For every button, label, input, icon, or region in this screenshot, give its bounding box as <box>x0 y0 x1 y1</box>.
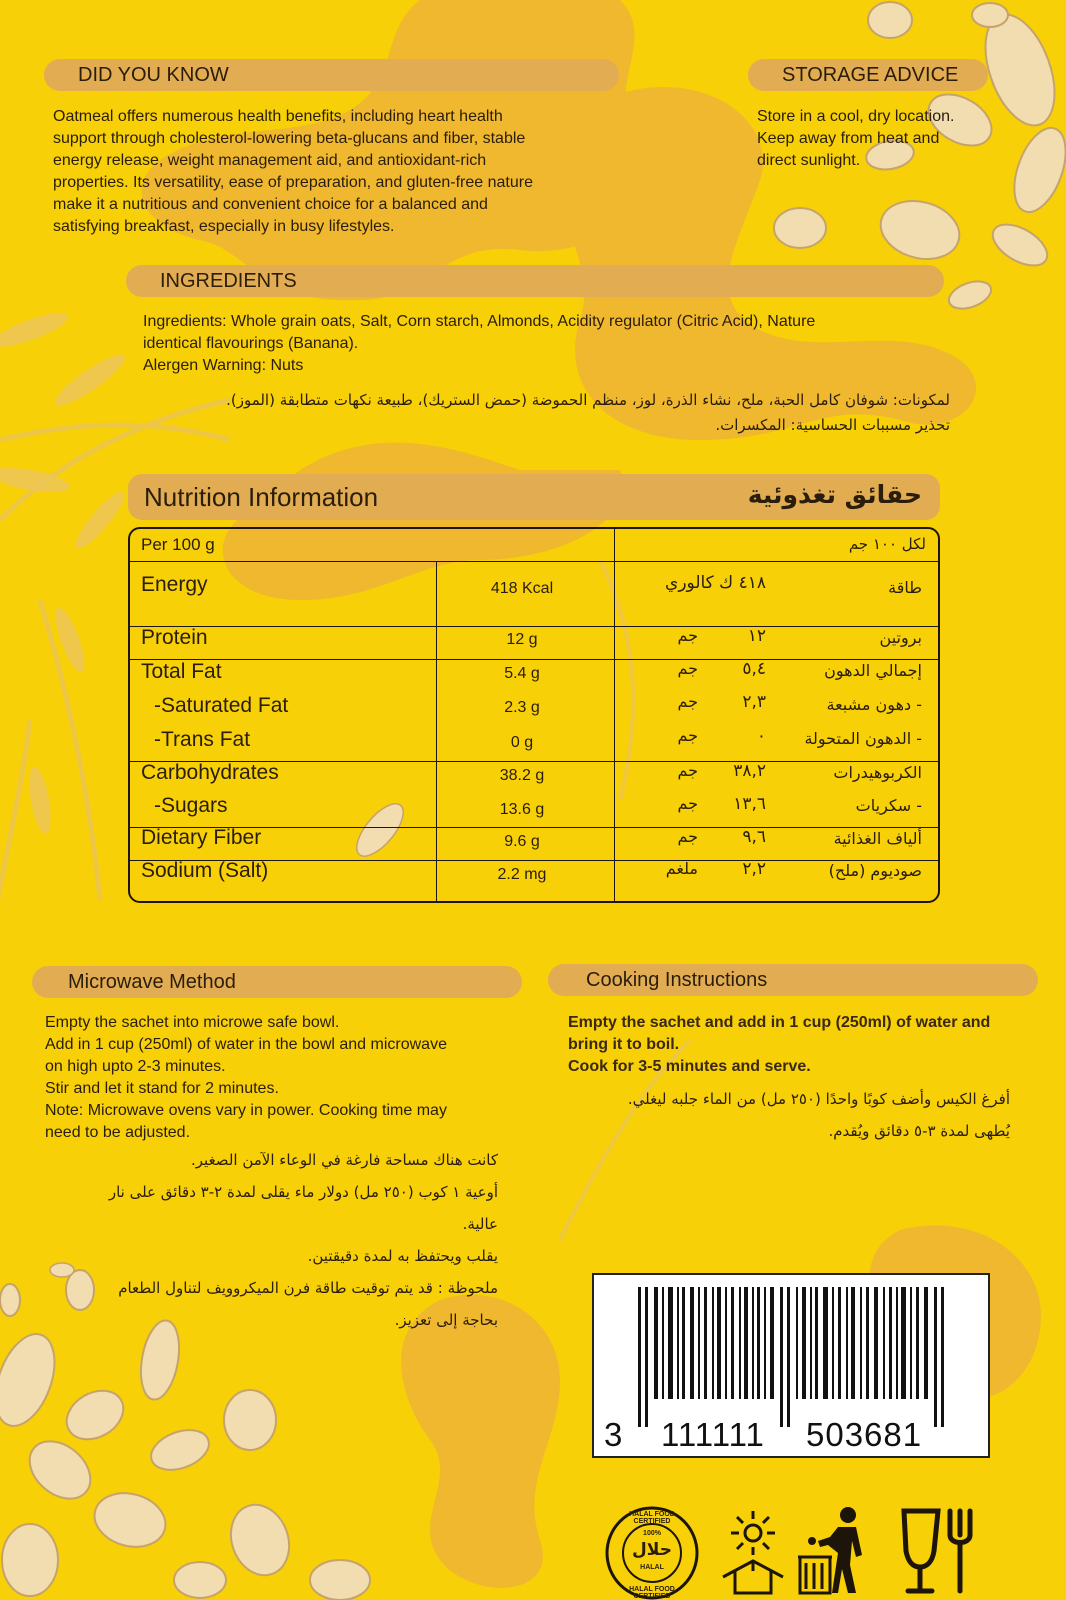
halal-seal-bottom-text: HALAL FOOD CERTIFIED <box>629 1586 675 1600</box>
oat-grains-left <box>0 307 130 835</box>
halal-seal-top-text: HALAL FOOD CERTIFIED <box>629 1511 675 1525</box>
microwave-header <box>32 966 522 998</box>
sun-house-glyph <box>715 1505 791 1597</box>
did-you-know-line: Oatmeal offers numerous health benefits, including heart health <box>53 108 503 125</box>
storage-advice-text <box>757 106 997 172</box>
nutrient-unit-ar: جم <box>677 659 698 678</box>
orange-splash-bottom <box>401 1295 560 1588</box>
microwave-text-ar <box>40 1144 498 1336</box>
halal-seal-percent: 100% <box>643 1530 661 1537</box>
nutrient-value: 418 Kcal <box>490 580 554 597</box>
row-divider <box>130 561 938 562</box>
nutrient-value: 0 g <box>510 734 534 751</box>
glass-fork-glyph <box>898 1505 984 1597</box>
food-safe-icon <box>898 1505 984 1600</box>
nutrient-label-ar: - دهون مشبعة <box>826 695 922 714</box>
nutrient-unit-ar: جم <box>677 761 698 780</box>
nutrient-value-ar: ٩,٦ <box>742 827 766 847</box>
nutrient-unit-ar: جم <box>677 626 698 645</box>
nutrient-label-ar: إجمالي الدهون <box>824 661 922 680</box>
per-100g-en: Per 100 g <box>141 535 215 554</box>
nutrition-title-en: Nutrition Information <box>144 482 379 512</box>
microwave-ar-line: ملحوظة : قد يتم توقيت طاقة فرن الميكروويف لتناول الطعام <box>118 1279 498 1297</box>
storage-advice-title: STORAGE ADVICE <box>782 64 959 86</box>
nutrient-label-ar: طاقة <box>888 578 922 597</box>
microwave-ar-line: يقلب ويحتفظ به لمدة دقيقتين. <box>307 1247 498 1265</box>
cooking-header <box>548 964 1038 996</box>
nutrient-value: 2.3 g <box>504 699 540 716</box>
keep-cool-dry-icon <box>715 1505 791 1600</box>
microwave-line: need to be adjusted. <box>45 1124 191 1141</box>
nutrient-value-ar: ٢,٣ <box>742 692 766 712</box>
barcode-digits-right: 503681 <box>806 1416 923 1453</box>
cooking-line: Cook for 3-5 minutes and serve. <box>568 1058 811 1075</box>
nutrition-header <box>128 474 940 520</box>
nutrient-label: -Saturated Fat <box>154 694 289 717</box>
nutrient-value-ar: ٠ <box>756 726 766 746</box>
barcode <box>592 1273 990 1458</box>
nutrient-label-ar: - سكريات <box>855 796 922 815</box>
ingredients-header <box>126 265 944 297</box>
microwave-ar-line: بحاجة إلى تعزيز. <box>394 1311 498 1329</box>
row-divider <box>130 659 938 660</box>
ingredients-line: Ingredients: Whole grain oats, Salt, Corn starch, Almonds, Acidity regulator (Citric Acid), Nature <box>143 313 816 330</box>
did-you-know-header <box>44 59 619 91</box>
nutrient-label: -Sugars <box>154 794 228 817</box>
cooking-text-ar <box>560 1083 1010 1147</box>
storage-line: Keep away from heat and <box>757 130 940 147</box>
nutrient-label-ar: صوديوم (ملح) <box>828 861 922 880</box>
did-you-know-line: support through cholesterol-lowering beta-glucans and fiber, stable <box>53 130 526 147</box>
halal-certified-icon <box>604 1505 700 1600</box>
ingredients-text-en <box>143 311 943 377</box>
nutrient-label: Protein <box>141 626 208 649</box>
ingredients-ar-line: لمكونات: شوفان كامل الحبة، ملح، نشاء الذرة، لوز، منظم الحموضة (حمض الستريك)، طبيعة نكهات متطابقة (الموز). <box>226 391 950 409</box>
did-you-know-line: make it a nutritious and convenient choice for a balanced and <box>53 196 488 213</box>
barcode-bars <box>594 1287 988 1427</box>
microwave-line: Stir and let it stand for 2 minutes. <box>45 1080 279 1097</box>
storage-line: Store in a cool, dry location. <box>757 108 955 125</box>
barcode-digit-prefix: 3 <box>604 1416 623 1453</box>
nutrient-unit-ar: جم <box>677 794 698 813</box>
nutrient-label-ar: الكربوهيدرات <box>833 763 922 782</box>
halal-seal-label: HALAL <box>640 1564 664 1571</box>
nutrient-label: Sodium (Salt) <box>141 859 269 882</box>
nutrient-unit-ar: ملغم <box>665 859 698 878</box>
nutrition-table <box>128 527 940 903</box>
cooking-ar-line: أفرغ الكيس وأضف كوبًا واحدًا (٢٥٠ مل) من الماء جلبه ليغلي. <box>627 1090 1010 1108</box>
nutrient-value: 38.2 g <box>499 767 545 784</box>
did-you-know-text <box>53 106 653 238</box>
nutrient-label: Carbohydrates <box>141 761 279 784</box>
microwave-line: Note: Microwave ovens vary in power. Cooking time may <box>45 1102 447 1119</box>
microwave-line: on high upto 2-3 minutes. <box>45 1058 226 1075</box>
nutrient-unit-ar: جم <box>677 692 698 711</box>
microwave-ar-line: عالية. <box>462 1215 498 1233</box>
nutrient-value: 12 g <box>506 631 538 648</box>
cooking-ar-line: يُطهى لمدة ٣-٥ دقائق ويُقدم. <box>828 1122 1010 1140</box>
nutrient-label: Energy <box>141 573 208 596</box>
nutrient-label: -Trans Fat <box>154 728 251 751</box>
did-you-know-title: DID YOU KNOW <box>78 64 229 86</box>
nutrient-label: Dietary Fiber <box>141 826 262 849</box>
nutrient-unit-ar: جم <box>677 827 698 846</box>
microwave-text-en <box>45 1012 535 1144</box>
did-you-know-line: energy release, weight management aid, and antioxidant-rich <box>53 152 487 169</box>
storage-advice-header <box>748 59 988 91</box>
nutrient-label-ar: ألياف الغذائية <box>833 829 922 848</box>
nutrient-value-ar: ١٢ <box>747 626 766 646</box>
cooking-title: Cooking Instructions <box>586 969 768 991</box>
microwave-ar-line: أوعية ١ كوب (٢٥٠ مل) دولار ماء يقلى لمدة ٢-٣ دقائق على نار <box>108 1183 498 1201</box>
nutrient-unit-ar: جم <box>677 726 698 745</box>
storage-line: direct sunlight. <box>757 152 861 169</box>
nutrient-value-ar: ٢,٢ <box>742 859 766 879</box>
microwave-line: Empty the sachet into microwe safe bowl. <box>45 1014 340 1031</box>
nutrient-label-ar: بروتين <box>879 628 922 647</box>
microwave-ar-line: كانت هناك مساحة فارغة في الوعاء الآمن الصغير. <box>191 1151 498 1169</box>
did-you-know-line: properties. Its versatility, ease of preparation, and gluten-free nature <box>53 174 533 191</box>
microwave-title: Microwave Method <box>68 971 236 993</box>
ingredients-line: identical flavourings (Banana). <box>143 335 359 352</box>
per-100g-ar: لكل ١٠٠ جم <box>848 535 926 553</box>
nutrient-value-ar: ١٣,٦ <box>733 794 766 814</box>
nutrient-value-ar: ٥,٤ <box>742 659 766 679</box>
dispose-in-bin-icon <box>798 1505 882 1600</box>
cooking-text-en <box>568 1012 1048 1078</box>
barcode-digits-left: 111111 <box>661 1416 765 1453</box>
did-you-know-line: satisfying breakfast, especially in busy lifestyles. <box>53 218 395 235</box>
nutrient-value: 9.6 g <box>504 833 540 850</box>
nutrient-value: 5.4 g <box>504 665 540 682</box>
nutrient-value-ar: ٣٨,٢ <box>733 761 766 781</box>
cooking-line: Empty the sachet and add in 1 cup (250ml) of water and <box>568 1014 991 1031</box>
tidy-man-glyph <box>798 1505 882 1597</box>
ingredients-ar-line: تحذير مسببات الحساسية: المكسرات. <box>715 416 950 434</box>
ingredients-line: Alergen Warning: Nuts <box>143 357 304 374</box>
nutrient-value: 13.6 g <box>499 801 545 818</box>
ingredients-text-ar <box>126 388 950 438</box>
microwave-line: Add in 1 cup (250ml) of water in the bowl and microwave <box>45 1036 447 1053</box>
nutrient-value: 2.2 mg <box>497 866 547 883</box>
row-divider <box>130 626 938 627</box>
col-divider-center <box>614 529 615 901</box>
nutrient-value-ar: ٤١٨ ك كالوري <box>665 573 766 593</box>
halal-seal-arabic: حلال <box>632 1540 672 1560</box>
nutrition-title-ar: حقائق تغذوئية <box>747 480 922 509</box>
cooking-line: bring it to boil. <box>568 1036 680 1053</box>
nutrient-label-ar: - الدهون المتحولة <box>804 729 922 748</box>
nutrient-label: Total Fat <box>141 660 222 683</box>
ingredients-title: INGREDIENTS <box>160 270 297 292</box>
